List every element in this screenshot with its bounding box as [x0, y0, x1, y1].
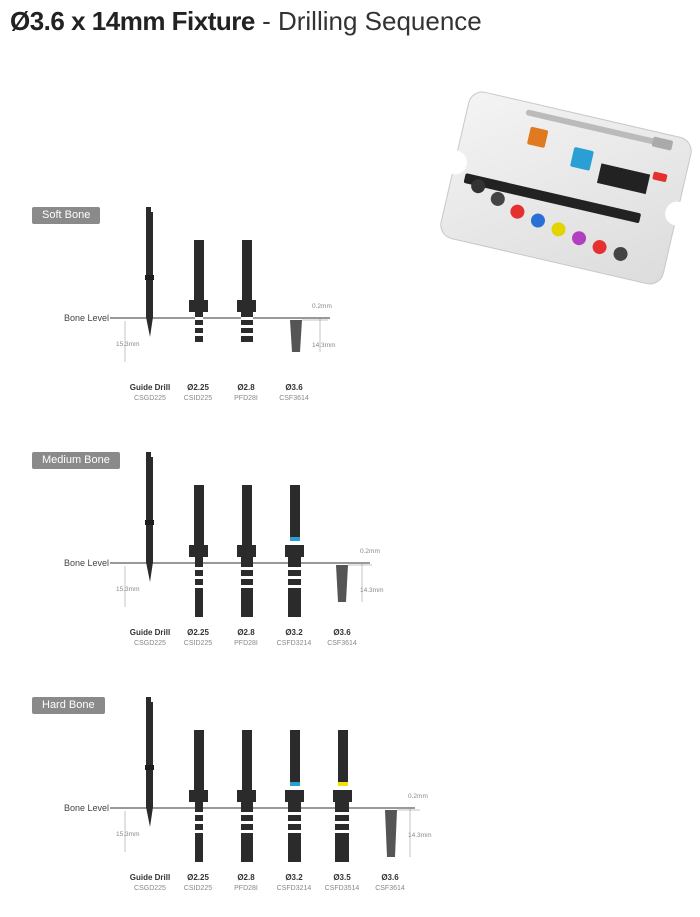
tool-code: CSID225 [183, 885, 213, 892]
dim-guide-depth: 15.3mm [116, 831, 140, 838]
tool-name: Ø3.5 [333, 873, 351, 882]
tool-code: PFD28I [234, 395, 258, 402]
tool-code: CSF3614 [327, 640, 357, 647]
section-soft-bone [0, 207, 700, 427]
tool-code: CSFD3514 [324, 885, 360, 892]
dim-guide-depth: 15.3mm [116, 341, 140, 348]
tool-name: Ø2.25 [187, 383, 209, 392]
tool-code: CSGD225 [134, 640, 166, 647]
tool-name: Ø2.25 [187, 873, 209, 882]
section-hard-bone [0, 697, 700, 917]
tool-name: Ø3.2 [285, 628, 303, 637]
tool-name: Ø3.2 [285, 873, 303, 882]
tool-code: CSFD3214 [276, 885, 312, 892]
bone-level-label: Bone Level [64, 313, 110, 323]
tool-code: CSF3614 [375, 885, 405, 892]
medium-bone-diagram [0, 452, 700, 652]
tool-code: CSFD3214 [276, 640, 312, 647]
dim-gap: 0.2mm [360, 548, 380, 555]
bone-level-label: Bone Level [64, 558, 110, 568]
tool-code: PFD28I [234, 885, 258, 892]
bone-level-label: Bone Level [64, 803, 110, 813]
tool-code: CSGD225 [134, 395, 166, 402]
tool-code: CSID225 [183, 640, 213, 647]
title-light: - Drilling Sequence [262, 6, 482, 36]
tool-name: Guide Drill [129, 383, 171, 392]
tool-name: Ø2.25 [187, 628, 209, 637]
title-bold: Ø3.6 x 14mm Fixture [10, 6, 255, 36]
section-badge: Medium Bone [32, 452, 120, 469]
section-badge: Hard Bone [32, 697, 105, 714]
tool-code: CSGD225 [134, 885, 166, 892]
soft-bone-diagram [0, 207, 700, 407]
dim-gap: 0.2mm [408, 793, 428, 800]
dim-guide-depth: 15.3mm [116, 586, 140, 593]
tool-name: Guide Drill [129, 873, 171, 882]
tool-name: Ø2.8 [237, 383, 255, 392]
page-title [10, 6, 482, 37]
dim-fixture-length: 14.3mm [312, 342, 336, 349]
hard-bone-diagram [0, 697, 700, 897]
tool-code: PFD28I [234, 640, 258, 647]
tool-name: Ø3.6 [285, 383, 303, 392]
tool-name: Ø3.6 [381, 873, 399, 882]
tool-name: Ø2.8 [237, 873, 255, 882]
tool-code: CSID225 [183, 395, 213, 402]
dim-gap: 0.2mm [312, 303, 332, 310]
dim-fixture-length: 14.3mm [360, 587, 384, 594]
tool-code: CSF3614 [279, 395, 309, 402]
tool-name: Ø2.8 [237, 628, 255, 637]
tool-name: Ø3.6 [333, 628, 351, 637]
tool-name: Guide Drill [129, 628, 171, 637]
section-badge: Soft Bone [32, 207, 100, 224]
dim-fixture-length: 14.3mm [408, 832, 432, 839]
section-medium-bone [0, 452, 700, 672]
